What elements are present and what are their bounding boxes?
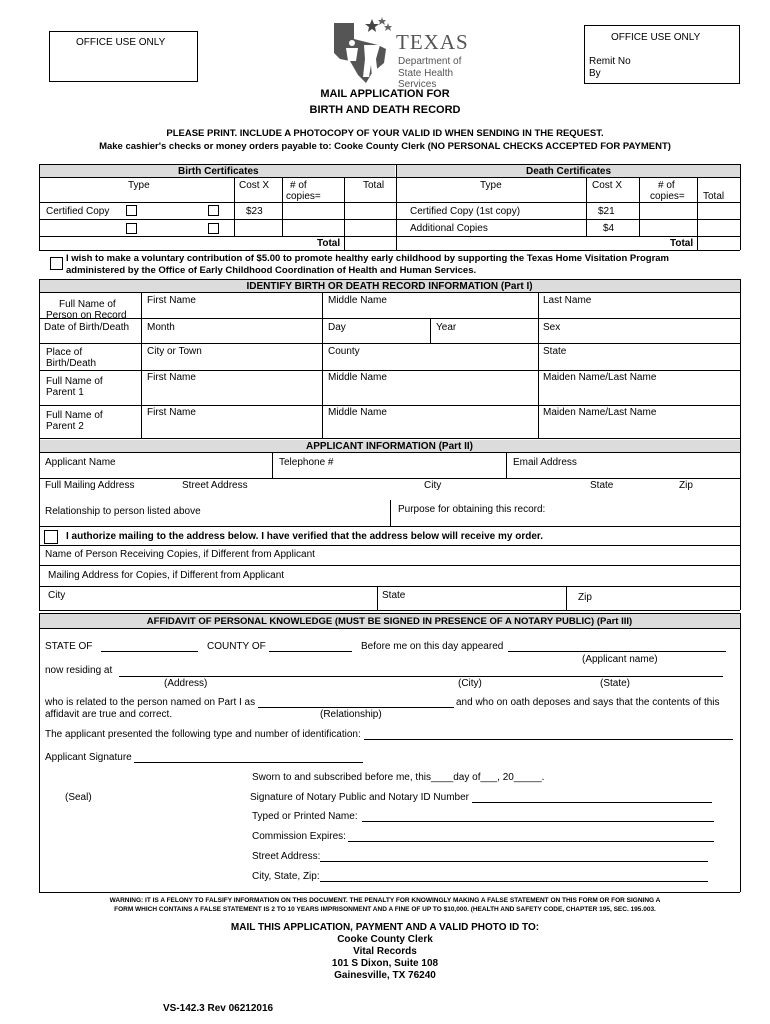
purpose-label: Purpose for obtaining this record: (398, 504, 546, 515)
state-of-line[interactable] (101, 641, 198, 652)
city-state-zip-line[interactable] (320, 871, 708, 882)
mail-address-line2: Vital Records (353, 946, 417, 957)
death-col-total: Total (703, 191, 725, 202)
typed-name-label: Typed or Printed Name: (252, 811, 358, 822)
birth-col-copies-b: copies= (286, 191, 321, 202)
birth-row1-cost: $23 (246, 206, 263, 217)
authorize-label: I authorize mailing to the address below. I have verified that the address below will receive my order. (66, 531, 543, 542)
state-of-label: STATE OF (45, 641, 93, 652)
birth-row1-checkbox-b[interactable] (208, 205, 219, 216)
related-label: who is related to the person named on Part I as (45, 697, 256, 708)
parent1-label-a: Full Name of (46, 376, 103, 387)
parent1-label-b: Parent 1 (46, 387, 84, 398)
parent1-maiden-name: Maiden Name/Last Name (543, 372, 657, 383)
logo-dshs-text: State Health Services (398, 68, 454, 90)
logo-dept-text: Department of (398, 56, 462, 67)
notary-signature-label: Signature of Notary Public and Notary ID Number (250, 792, 469, 803)
warning-line2: FORM WHICH CONTAINS A FALSE STATEMENT IS 2 TO 10 YEARS IMPRISONMENT AND A FINE OF UP TO $10,000. (HEALTH AND SAFETY CODE, CHAPTER 195, SEC. 195.003. (114, 906, 656, 913)
parent2-first-name: First Name (147, 407, 196, 418)
warning-line1: WARNING: IT IS A FELONY TO FALSIFY INFORMATION ON THIS DOCUMENT. THE PENALTY FOR KNOWINGLY MAKING A FALSE STATEMENT ON THIS FORM OR FOR SIGNING A (109, 897, 661, 904)
form-id: VS-142.3 Rev 06212016 (163, 1003, 274, 1014)
applicant-signature-line[interactable] (134, 752, 363, 763)
full-name-label-a: Full Name of (59, 299, 116, 310)
mail-address-line1: Cooke County Clerk (337, 934, 433, 945)
county-of-label: COUNTY OF (207, 641, 266, 652)
death-row1-type: Certified Copy (1st copy) (410, 206, 521, 217)
year-label: Year (436, 322, 457, 333)
middle-name-label: Middle Name (328, 295, 387, 306)
place-label-b: Birth/Death (46, 358, 97, 369)
applicant-name-label: Applicant Name (45, 457, 116, 468)
address-caption: (Address) (164, 678, 208, 689)
remit-no-label: Remit No (589, 56, 631, 67)
city-state-zip-label: City, State, Zip: (252, 871, 320, 882)
form-title-line1: MAIL APPLICATION FOR (320, 88, 450, 100)
receiving-name-label: Name of Person Receiving Copies, if Different from Applicant (45, 549, 315, 560)
birth-row2-checkbox-a[interactable] (126, 223, 137, 234)
affidavit-true-label: affidavit are true and correct. (45, 709, 173, 720)
part2-header: APPLICANT INFORMATION (Part II) (305, 441, 474, 452)
authorize-checkbox[interactable] (44, 530, 58, 544)
notary-signature-line[interactable] (472, 792, 712, 803)
sex-label: Sex (543, 322, 561, 333)
city-town-label: City or Town (147, 346, 202, 357)
birth-col-total: Total (363, 180, 385, 191)
state-caption: (State) (600, 678, 631, 689)
donation-checkbox[interactable] (50, 257, 63, 270)
donation-line2: administered by the Office of Early Childhood Coordination of Health and Human Services. (66, 265, 477, 276)
dshs-logo (328, 15, 488, 90)
birth-col-type: Type (128, 180, 150, 191)
place-state-label: State (543, 346, 567, 357)
instruction-print: PLEASE PRINT. INCLUDE A PHOTOCOPY OF YOUR VALID ID WHEN SENDING IN THE REQUEST. (166, 128, 604, 139)
copies-zip-label: Zip (578, 592, 592, 603)
logo-texas-text: TEXAS (396, 30, 469, 54)
mail-address-line3: 101 S Dixon, Suite 108 (331, 958, 439, 969)
form-title-line2: BIRTH AND DEATH RECORD (309, 104, 461, 116)
death-col-type: Type (480, 180, 502, 191)
applicant-signature-label: Applicant Signature (45, 752, 132, 763)
relationship-caption: (Relationship) (320, 709, 382, 720)
instruction-payment: Make cashier's checks or money orders payable to: Cooke County Clerk (NO PERSONAL CHECKS ACCEPTED FOR PAYMENT) (99, 141, 671, 152)
texas-map-icon (328, 15, 394, 85)
full-name-label-b: Person on Record (46, 310, 127, 321)
typed-name-line[interactable] (362, 811, 714, 822)
identification-label: The applicant presented the following type and number of identification: (45, 729, 361, 740)
death-total-label: Total (670, 238, 694, 249)
zip-label: Zip (679, 480, 693, 491)
street-address-notary-line[interactable] (320, 851, 708, 862)
state-label: State (590, 480, 614, 491)
parent2-middle-name: Middle Name (328, 407, 387, 418)
sworn-label: Sworn to and subscribed before me, this____day of___, 20_____. (252, 772, 545, 783)
office-use-label-left: OFFICE USE ONLY (76, 37, 166, 48)
relationship-label: Relationship to person listed above (45, 506, 201, 517)
birth-row1-type: Certified Copy (46, 206, 110, 217)
before-me-label: Before me on this day appeared (361, 641, 504, 652)
death-row2-type: Additional Copies (410, 223, 488, 234)
now-residing-label: now residing at (45, 665, 113, 676)
relationship-line[interactable] (258, 697, 454, 708)
county-label: County (328, 346, 360, 357)
birth-row1-checkbox-a[interactable] (126, 205, 137, 216)
parent2-label-a: Full Name of (46, 410, 103, 421)
seal-label: (Seal) (65, 792, 92, 803)
by-label: By (589, 68, 601, 79)
birth-total-label: Total (317, 238, 341, 249)
last-name-label: Last Name (543, 295, 592, 306)
death-col-copies-b: copies= (650, 191, 685, 202)
street-address-notary-label: Street Address: (252, 851, 321, 862)
mailing-copies-label: Mailing Address for Copies, if Different from Applicant (48, 570, 285, 581)
birth-cert-header: Birth Certificates (178, 166, 259, 177)
office-use-label-right: OFFICE USE ONLY (611, 32, 701, 43)
applicant-name-caption: (Applicant name) (582, 654, 658, 665)
applicant-name-line[interactable] (508, 641, 726, 652)
copies-city-label: City (48, 590, 66, 601)
mail-address-line4: Gainesville, TX 76240 (334, 970, 436, 981)
parent1-first-name: First Name (147, 372, 196, 383)
residence-line[interactable] (119, 666, 723, 677)
birth-col-copies-a: # of (290, 180, 307, 191)
telephone-label: Telephone # (279, 457, 334, 468)
death-row2-cost: $4 (603, 223, 615, 234)
death-col-copies-a: # of (658, 180, 675, 191)
death-cert-header: Death Certificates (526, 166, 612, 177)
parent1-middle-name: Middle Name (328, 372, 387, 383)
commission-line[interactable] (348, 831, 714, 842)
parent2-maiden-name: Maiden Name/Last Name (543, 407, 657, 418)
part1-header: IDENTIFY BIRTH OR DEATH RECORD INFORMATION (Part I) (246, 281, 533, 292)
city-label: City (424, 480, 442, 491)
copies-state-label: State (382, 590, 406, 601)
dob-label: Date of Birth/Death (44, 322, 130, 333)
birth-row2-checkbox-b[interactable] (208, 223, 219, 234)
parent2-label-b: Parent 2 (46, 421, 84, 432)
part3-header: AFFIDAVIT OF PERSONAL KNOWLEDGE (MUST BE SIGNED IN PRESENCE OF A NOTARY PUBLIC) (Part III) (146, 616, 633, 627)
county-of-line[interactable] (269, 641, 352, 652)
day-label: Day (328, 322, 346, 333)
and-who-label: and who on oath deposes and says that the contents of this (456, 697, 720, 708)
mail-to-title: MAIL THIS APPLICATION, PAYMENT AND A VALID PHOTO ID TO: (230, 922, 540, 933)
mailing-address-label: Full Mailing Address (45, 480, 135, 491)
place-label-a: Place of (46, 347, 83, 358)
donation-line1: I wish to make a voluntary contribution of $5.00 to promote healthy early childhood by supporting the Texas Home Visitation Program (66, 253, 669, 264)
death-row1-cost: $21 (598, 206, 615, 217)
email-label: Email Address (513, 457, 577, 468)
commission-label: Commission Expires: (252, 831, 346, 842)
identification-line[interactable] (364, 729, 733, 740)
city-caption: (City) (458, 678, 482, 689)
first-name-label: First Name (147, 295, 196, 306)
month-label: Month (147, 322, 175, 333)
birth-col-cost: Cost X (239, 180, 270, 191)
death-col-cost: Cost X (592, 180, 623, 191)
street-address-label: Street Address (182, 480, 248, 491)
